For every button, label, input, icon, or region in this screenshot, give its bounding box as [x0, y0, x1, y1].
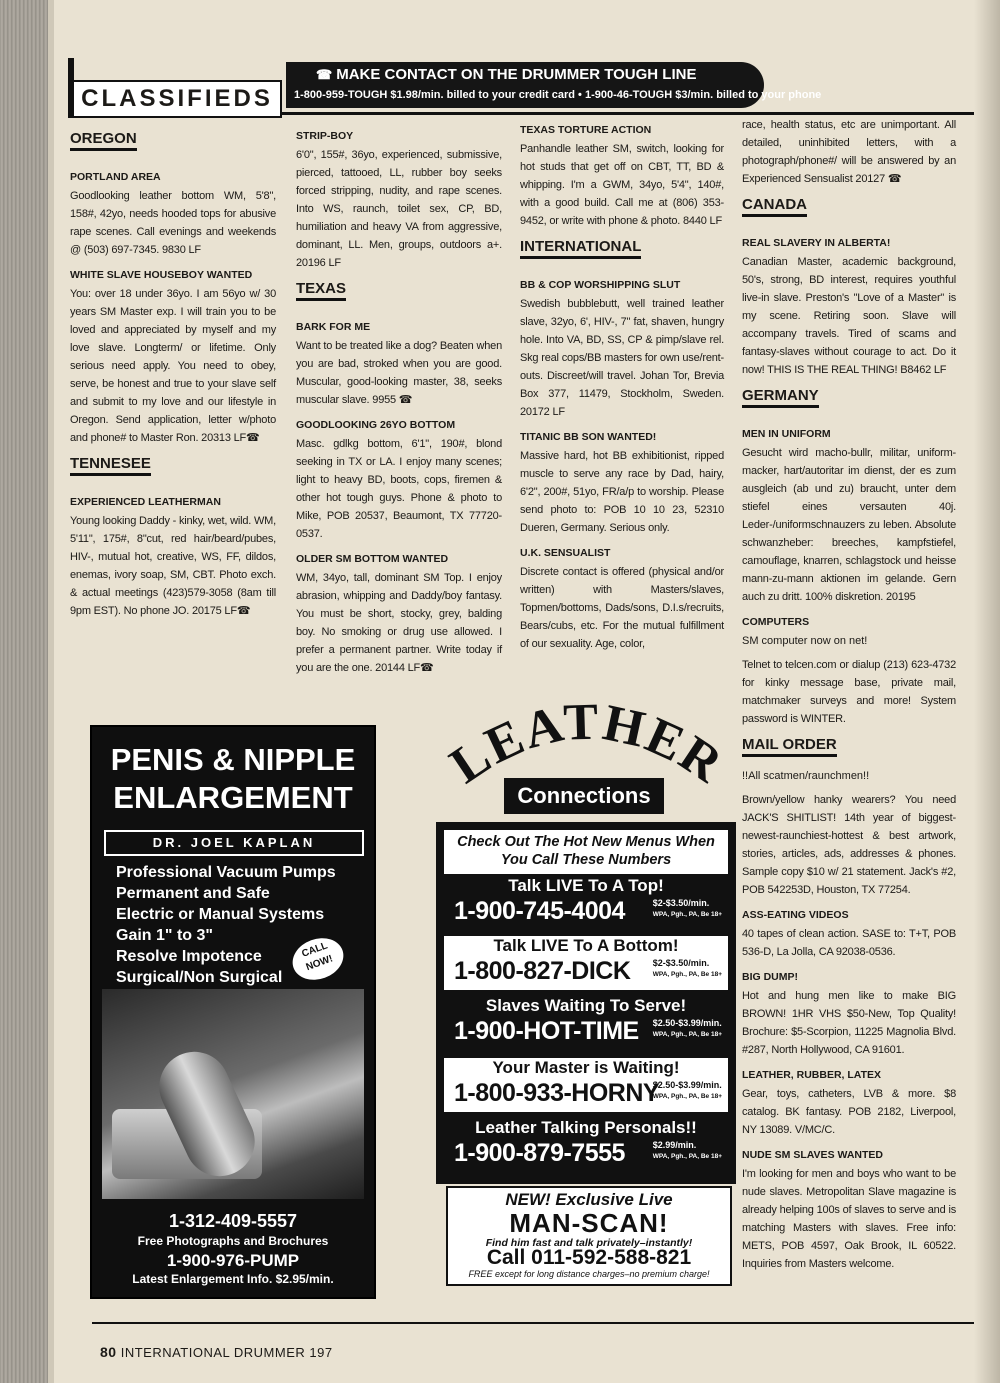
ad-body: Panhandle leather SM, switch, looking for hot studs that get off on CBT, TT, BD & whipping. I'm a GWM, 34yo, 5'4", 140#, with a good build. Call me at (806) 353-9452, or write with phone & photo. 8440 LF: [520, 143, 724, 227]
man-scan-box: [446, 1186, 732, 1286]
tough-line-numbers: 1-800-959-TOUGH $1.98/min. billed to your credit card • 1-900-46-TOUGH $3/min. billed to your phone: [294, 89, 822, 101]
ad-heading: BB & COP WORSHIPPING SLUT: [520, 279, 681, 291]
column-2: [296, 122, 502, 677]
menus-banner: Check Out The Hot New Menus When You Call These Numbers: [444, 830, 728, 874]
ad-title: [92, 741, 374, 817]
ad-body: Want to be treated like a dog? Beaten when you are bad, stroked when you are good. Muscular, good-looking master, 38, seeks muscular slave. 9955 ☎: [296, 340, 502, 406]
ad-body: Hot and hung men like to make BIG BROWN! 1HR VHS $50-New, Top Quality! Brochure: $5-Scorpion, 11225 Magnolia Blvd. #287, North Hollywood, CA 91601.: [742, 990, 956, 1056]
footer-rule: [92, 1322, 974, 1324]
phone-line-heading: Your Master is Waiting!: [492, 1058, 680, 1077]
phone-line-heading: Slaves Waiting To Serve!: [485, 996, 687, 1015]
feature-item: Permanent and Safe: [116, 885, 270, 902]
ad-heading: MEN IN UNIFORM: [742, 428, 831, 440]
ad-body: Massive hard, hot BB exhibitionist, ripped muscle to serve any race by Dad, hairy, 6'2", 200#, 51yo, FR/a/p to worship. Please send photo to: POB 10 10 23, 52310 Dueren, Germany. Serious only.: [520, 450, 724, 534]
ad-heading: PORTLAND AREA: [70, 171, 161, 183]
scan-title: MAN-SCAN!: [509, 1208, 669, 1238]
ad-heading: TEXAS TORTURE ACTION: [520, 124, 652, 136]
phone-line-heading: Leather Talking Personals!!: [475, 1118, 697, 1137]
feature-item: Surgical/Non Surgical: [116, 969, 283, 986]
feature-item: Electric or Manual Systems: [116, 906, 325, 923]
scan-note: FREE except for long distance charges–no premium charge!: [468, 1269, 710, 1279]
ad-body-continued: race, health status, etc are unimportant. All detailed, uninhibited letters, with a photograph/phone#/ will be answered by an Experienced Sensualist 20127 ☎: [742, 119, 956, 185]
ad-line: Latest Enlargement Info. $2.95/min.: [132, 1272, 334, 1286]
ad-title-line-1: PENIS & NIPPLE: [110, 742, 356, 777]
ad-body: I'm looking for men and boys who want to be nude slaves. Metropolitan Slave magazine is already helping 100s of slaves to serve and is matching Masters with slaves. Free info: METS, POB 4597, Oak Brook, IL 60522. Inquiries from Masters welcome.: [742, 1168, 956, 1270]
phone-line-heading: Talk LIVE To A Top!: [508, 876, 664, 895]
ad-title-line-2: ENLARGEMENT: [113, 780, 353, 815]
ad-body: Telnet to telcen.com or dialup (213) 623-4732 for kinky message base, private mail, matchmaker surveys and more! System password is WINTER.: [742, 659, 956, 725]
column-4: [742, 116, 956, 1273]
column-1: [70, 122, 276, 620]
phone-number: 1-800-827-DICK: [454, 957, 631, 985]
phone-number: 1-900-HOT-TIME: [454, 1017, 639, 1045]
state-heading-international: INTERNATIONAL: [520, 238, 641, 259]
section-title: CLASSIFIEDS: [72, 80, 282, 118]
ad-heading: EXPERIENCED LEATHERMAN: [70, 496, 221, 508]
ad-line: !!All scatmen/raunchmen!!: [742, 770, 870, 782]
ad-body: Swedish bubblebutt, well trained leather slave, 32yo, 6', HIV-, 7" fat, shaven, hungry hole. Into VA, BD, SS, CP & pimp/slave rel. Skg real cops/BB masters for own use/rent-outs. Discreet/will travel. Johan Tor, Brevia Box 377, 11479, Stockholm, Sweden. 20172 LF: [520, 298, 724, 418]
phone-line: [444, 936, 728, 990]
leather-logo-text: LEATHER: [440, 700, 734, 795]
tough-line-heading: [316, 66, 696, 83]
leather-connections-ad: [432, 700, 742, 1290]
telephone-icon: ☎: [316, 67, 333, 82]
phone-line: [444, 1058, 728, 1112]
ad-body: Brown/yellow hanky wearers? You need JACK'S SHITLIST! 14th year of biggest-newest-raunchiest-hottest & best artwork, stories, articles, ads, addresses & phones. Sample copy $10 w/ 21 statement. Jack's #2, POB 542253D, Houston, TX 77254.: [742, 794, 956, 896]
ad-phone: 1-312-409-5557: [168, 1211, 298, 1231]
phone-price: $2.50-$3.99/min. WPA, Pgh., PA, Be 18+: [652, 1018, 722, 1038]
phone-line: [444, 996, 728, 1050]
ad-body: 6'0", 155#, 36yo, experienced, submissive, pierced, tattooed, LL, rubber boy seeks forced stripping, nudity, and rape scenes. Into WS, raunch, toilet sex, CP, BD, humiliation and heavy VA from aggressive, dominant, LL. Men, groups, outdoors a+. 20196 LF: [296, 149, 502, 269]
scan-tagline: NEW! Exclusive Live: [505, 1190, 673, 1209]
ad-body: Discrete contact is offered (physical and/or written) with Masters/slaves, Topmen/bottoms, Dads/sons, D.I.s/recruits, Bears/cubs, etc. For the mutual fulfillment of our sexuality. Age, color,: [520, 566, 724, 650]
page-edge: [48, 0, 54, 1383]
ad-body: Goodlooking leather bottom WM, 5'8", 158#, 42yo, needs hooded tops for abusive rape scenes. Call evenings and weekends @ (503) 697-7345. 9830 LF: [70, 190, 276, 256]
state-heading-oregon: OREGON: [70, 130, 137, 151]
ad-heading: BIG DUMP!: [742, 971, 798, 983]
ad-body: Gesucht wird macho-bullr, militar, uniform-macker, hart/autoritar im dienst, der es zum ausgleich (ab und zu) braucht, unter dem stiefel eines versauten 40j. Leder-/uniformschnauzers zu leben. Absolute schwanzheber: breeches, kampfstiefel, camouflage, knarren, schlagstock und heisse mann-zu-mann aktionen im gelande. Gern auch zu dritt. 100% diskretion. 20195: [742, 447, 956, 603]
page-number: 80: [100, 1344, 117, 1360]
page-shadow: [974, 0, 1000, 1383]
ad-body: Canadian Master, academic background, 50's, strong, BD interest, requires youthful live-in slave. Preston's "Love of a Master" is my scene. Retiring soon. Slave will accompany travels. Tired of scams and fantasy-slaves without courage to act. Do it now! THIS IS THE REAL THING! B8462 LF: [742, 256, 956, 376]
phone-number: 1-900-879-7555: [454, 1139, 625, 1167]
scan-phone: Call 011-592-588-821: [486, 1246, 692, 1269]
magazine-name: INTERNATIONAL DRUMMER 197: [120, 1345, 333, 1360]
ad-body: 40 tapes of clean action. SASE to: T+T, POB 536-D, La Jolla, CA 92038-0536.: [742, 928, 956, 958]
ad-line: SM computer now on net!: [742, 635, 868, 647]
column-3: [520, 122, 724, 653]
feature-item: Professional Vacuum Pumps: [116, 864, 336, 881]
call-now-badge: CALL NOW!: [287, 931, 350, 986]
state-heading-germany: GERMANY: [742, 387, 819, 408]
state-heading-mail-order: MAIL ORDER: [742, 736, 837, 757]
phone-number: 1-900-745-4004: [454, 897, 625, 925]
ad-line: Free Photographs and Brochures: [137, 1234, 329, 1248]
doctor-name-box: DR. JOEL KAPLAN: [104, 830, 364, 856]
ad-heading: ASS-EATING VIDEOS: [742, 909, 849, 921]
page-footer: [100, 1344, 333, 1360]
ad-heading: GOODLOOKING 26YO BOTTOM: [296, 419, 456, 431]
ad-heading: BARK FOR ME: [296, 321, 371, 333]
state-heading-texas: TEXAS: [296, 280, 346, 301]
phone-price: $2-$3.50/min. WPA, Pgh., PA, Be 18+: [652, 958, 722, 978]
phone-price: $2-$3.50/min. WPA, Pgh., PA, Be 18+: [652, 898, 722, 918]
ad-body: You: over 18 under 36yo. I am 56yo w/ 30 years SM Master exp. I will train you to be loved and appreciated by myself and my love slave. Longterm/ or lifetime. Only serious need apply. You need to obey, serve, be honest and true to your slave self and submit to my love and our lifestyle in Oregon. Send application, letter w/photo and phone# to Master Ron. 20313 LF☎: [70, 288, 276, 444]
scan-description: Find him fast and talk privately–instantly!: [485, 1237, 693, 1249]
tough-line-text: MAKE CONTACT ON THE DRUMMER TOUGH LINE: [336, 66, 697, 83]
ad-body: Young looking Daddy - kinky, wet, wild. WM, 5'11", 175#, 8"cut, red hair/beard/pubes, HIV-, mutual hot, creative, WS, FF, dildos, enemas, ivory soap, SM, CBT. Photo exch. & actual meetings (423)579-3058 (8am till 9pm EST). No phone JO. 20175 LF☎: [70, 515, 276, 617]
ad-heading: COMPUTERS: [742, 616, 810, 628]
feature-item: Resolve Impotence: [116, 948, 262, 965]
state-heading-tennesee: TENNESEE: [70, 455, 151, 476]
tough-line-banner: [286, 62, 822, 108]
phone-price: $2.50-$3.99/min. WPA, Pgh., PA, Be 18+: [652, 1080, 722, 1100]
ad-phone: 1-900-976-PUMP: [166, 1251, 300, 1270]
phone-line-heading: Talk LIVE To A Bottom!: [493, 936, 679, 955]
feature-item: Gain 1" to 3": [116, 927, 213, 944]
connections-wordmark: Connections: [504, 778, 664, 814]
ad-heading: TITANIC BB SON WANTED!: [520, 431, 657, 443]
state-heading-canada: CANADA: [742, 196, 807, 217]
vacuum-pump-photo: [102, 989, 364, 1199]
ad-body: Gear, toys, catheters, LVB & more. $8 catalog. BK fantasy. POB 2182, Liverpool, NY 13089. V/MC/C.: [742, 1088, 956, 1136]
ad-heading: U.K. SENSUALIST: [520, 547, 611, 559]
ad-heading: WHITE SLAVE HOUSEBOY WANTED: [70, 269, 253, 281]
phone-line: [444, 876, 728, 930]
phone-line: [444, 1118, 728, 1172]
enlargement-ad: [90, 725, 376, 1299]
binding-spine: [0, 0, 48, 1383]
ad-heading: OLDER SM BOTTOM WANTED: [296, 553, 449, 565]
ad-body: Masc. gdlkg bottom, 6'1", 190#, blond seeking in TX or LA. I enjoy many scenes; light to heavy BD, boots, cops, firemen & other hot tough guys. Phone & photo to Mike, POB 20537, Beaumont, TX 77720-0537.: [296, 438, 502, 540]
ad-heading: NUDE SM SLAVES WANTED: [742, 1149, 883, 1161]
phone-price: $2.99/min. WPA, Pgh., PA, Be 18+: [652, 1140, 722, 1160]
ad-body: WM, 34yo, tall, dominant SM Top. I enjoy abrasion, whipping and Daddy/boy fantasy. You must be short, stocky, grey, balding boy. No smoking or drug use allowed. I prefer a permanent partner. Write today if you are the one. 20144 LF☎: [296, 572, 502, 674]
phone-number: 1-800-933-HORNY: [454, 1079, 660, 1107]
ad-heading: REAL SLAVERY IN ALBERTA!: [742, 237, 891, 249]
ad-heading: LEATHER, RUBBER, LATEX: [742, 1069, 882, 1081]
ad-heading: STRIP-BOY: [296, 130, 354, 142]
